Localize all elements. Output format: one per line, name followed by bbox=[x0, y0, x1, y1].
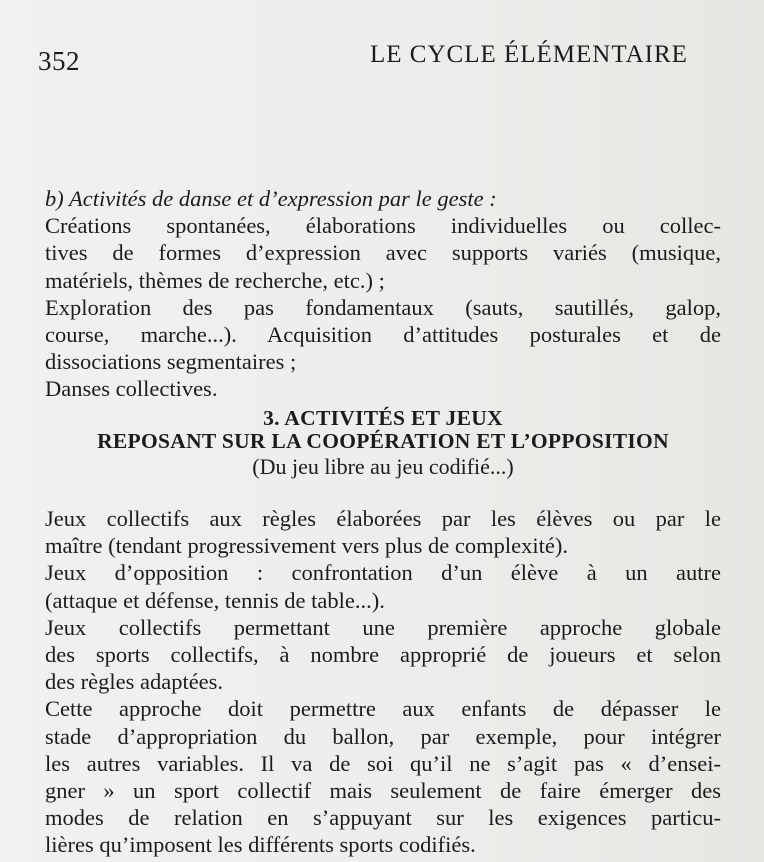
text-line: (attaque et défense, tennis de table...). bbox=[45, 587, 385, 613]
text-line: Jeux d’opposition : confrontation d’un élève à un autre bbox=[45, 560, 721, 586]
text-line: maître (tendant progressivement vers plus de complexité). bbox=[45, 533, 568, 559]
text-line: lières qu’imposent les différents sports codifiés. bbox=[45, 832, 476, 858]
section-b-paragraph bbox=[45, 185, 721, 403]
text-line: matériels, thèmes de recherche, etc.) ; bbox=[45, 267, 385, 293]
heading-line-1: 3. ACTIVITÉS ET JEUX bbox=[263, 406, 503, 430]
text-line: les autres variables. Il va de soi qu’il ne s’agit pas « d’ensei- bbox=[45, 750, 721, 776]
heading-subtitle: (Du jeu libre au jeu codifié...) bbox=[252, 454, 514, 479]
text-line: Exploration des pas fondamentaux (sauts, sautillés, galop, bbox=[45, 294, 721, 320]
section-heading bbox=[45, 407, 721, 480]
text-line: course, marche...). Acquisition d’attitudes posturales et de bbox=[45, 322, 721, 348]
text-line: Jeux collectifs permettant une première approche globale bbox=[45, 614, 721, 640]
text-line: stade d’appropriation du ballon, par exemple, pour intégrer bbox=[45, 723, 721, 749]
text-line: Cette approche doit permettre aux enfants de dépasser le bbox=[45, 696, 721, 722]
running-head: LE CYCLE ÉLÉMENTAIRE bbox=[370, 41, 688, 68]
section-3-paragraph bbox=[45, 505, 721, 859]
text-line: Jeux collectifs aux règles élaborées par les élèves ou par le bbox=[45, 506, 721, 531]
text-line: des règles adaptées. bbox=[45, 669, 224, 695]
section-b-title: b) Activités de danse et d’expression par le geste : bbox=[45, 186, 497, 211]
text-line: Créations spontanées, élaborations individuelles ou collec- bbox=[45, 213, 721, 239]
text-line: Danses collectives. bbox=[45, 376, 218, 402]
text-line: dissociations segmentaires ; bbox=[45, 349, 297, 375]
text-line: des sports collectifs, à nombre approprié de joueurs et selon bbox=[45, 642, 721, 668]
text-line: modes de relation en s’appuyant sur les exigences particu- bbox=[45, 805, 721, 831]
text-line: tives de formes d’expression avec supports variés (musique, bbox=[45, 240, 721, 266]
page-number: 352 bbox=[38, 46, 80, 76]
text-line: gner » un sport collectif mais seulement de faire émerger des bbox=[45, 778, 721, 804]
heading-line-2: REPOSANT SUR LA COOPÉRATION ET L’OPPOSITION bbox=[97, 429, 669, 453]
